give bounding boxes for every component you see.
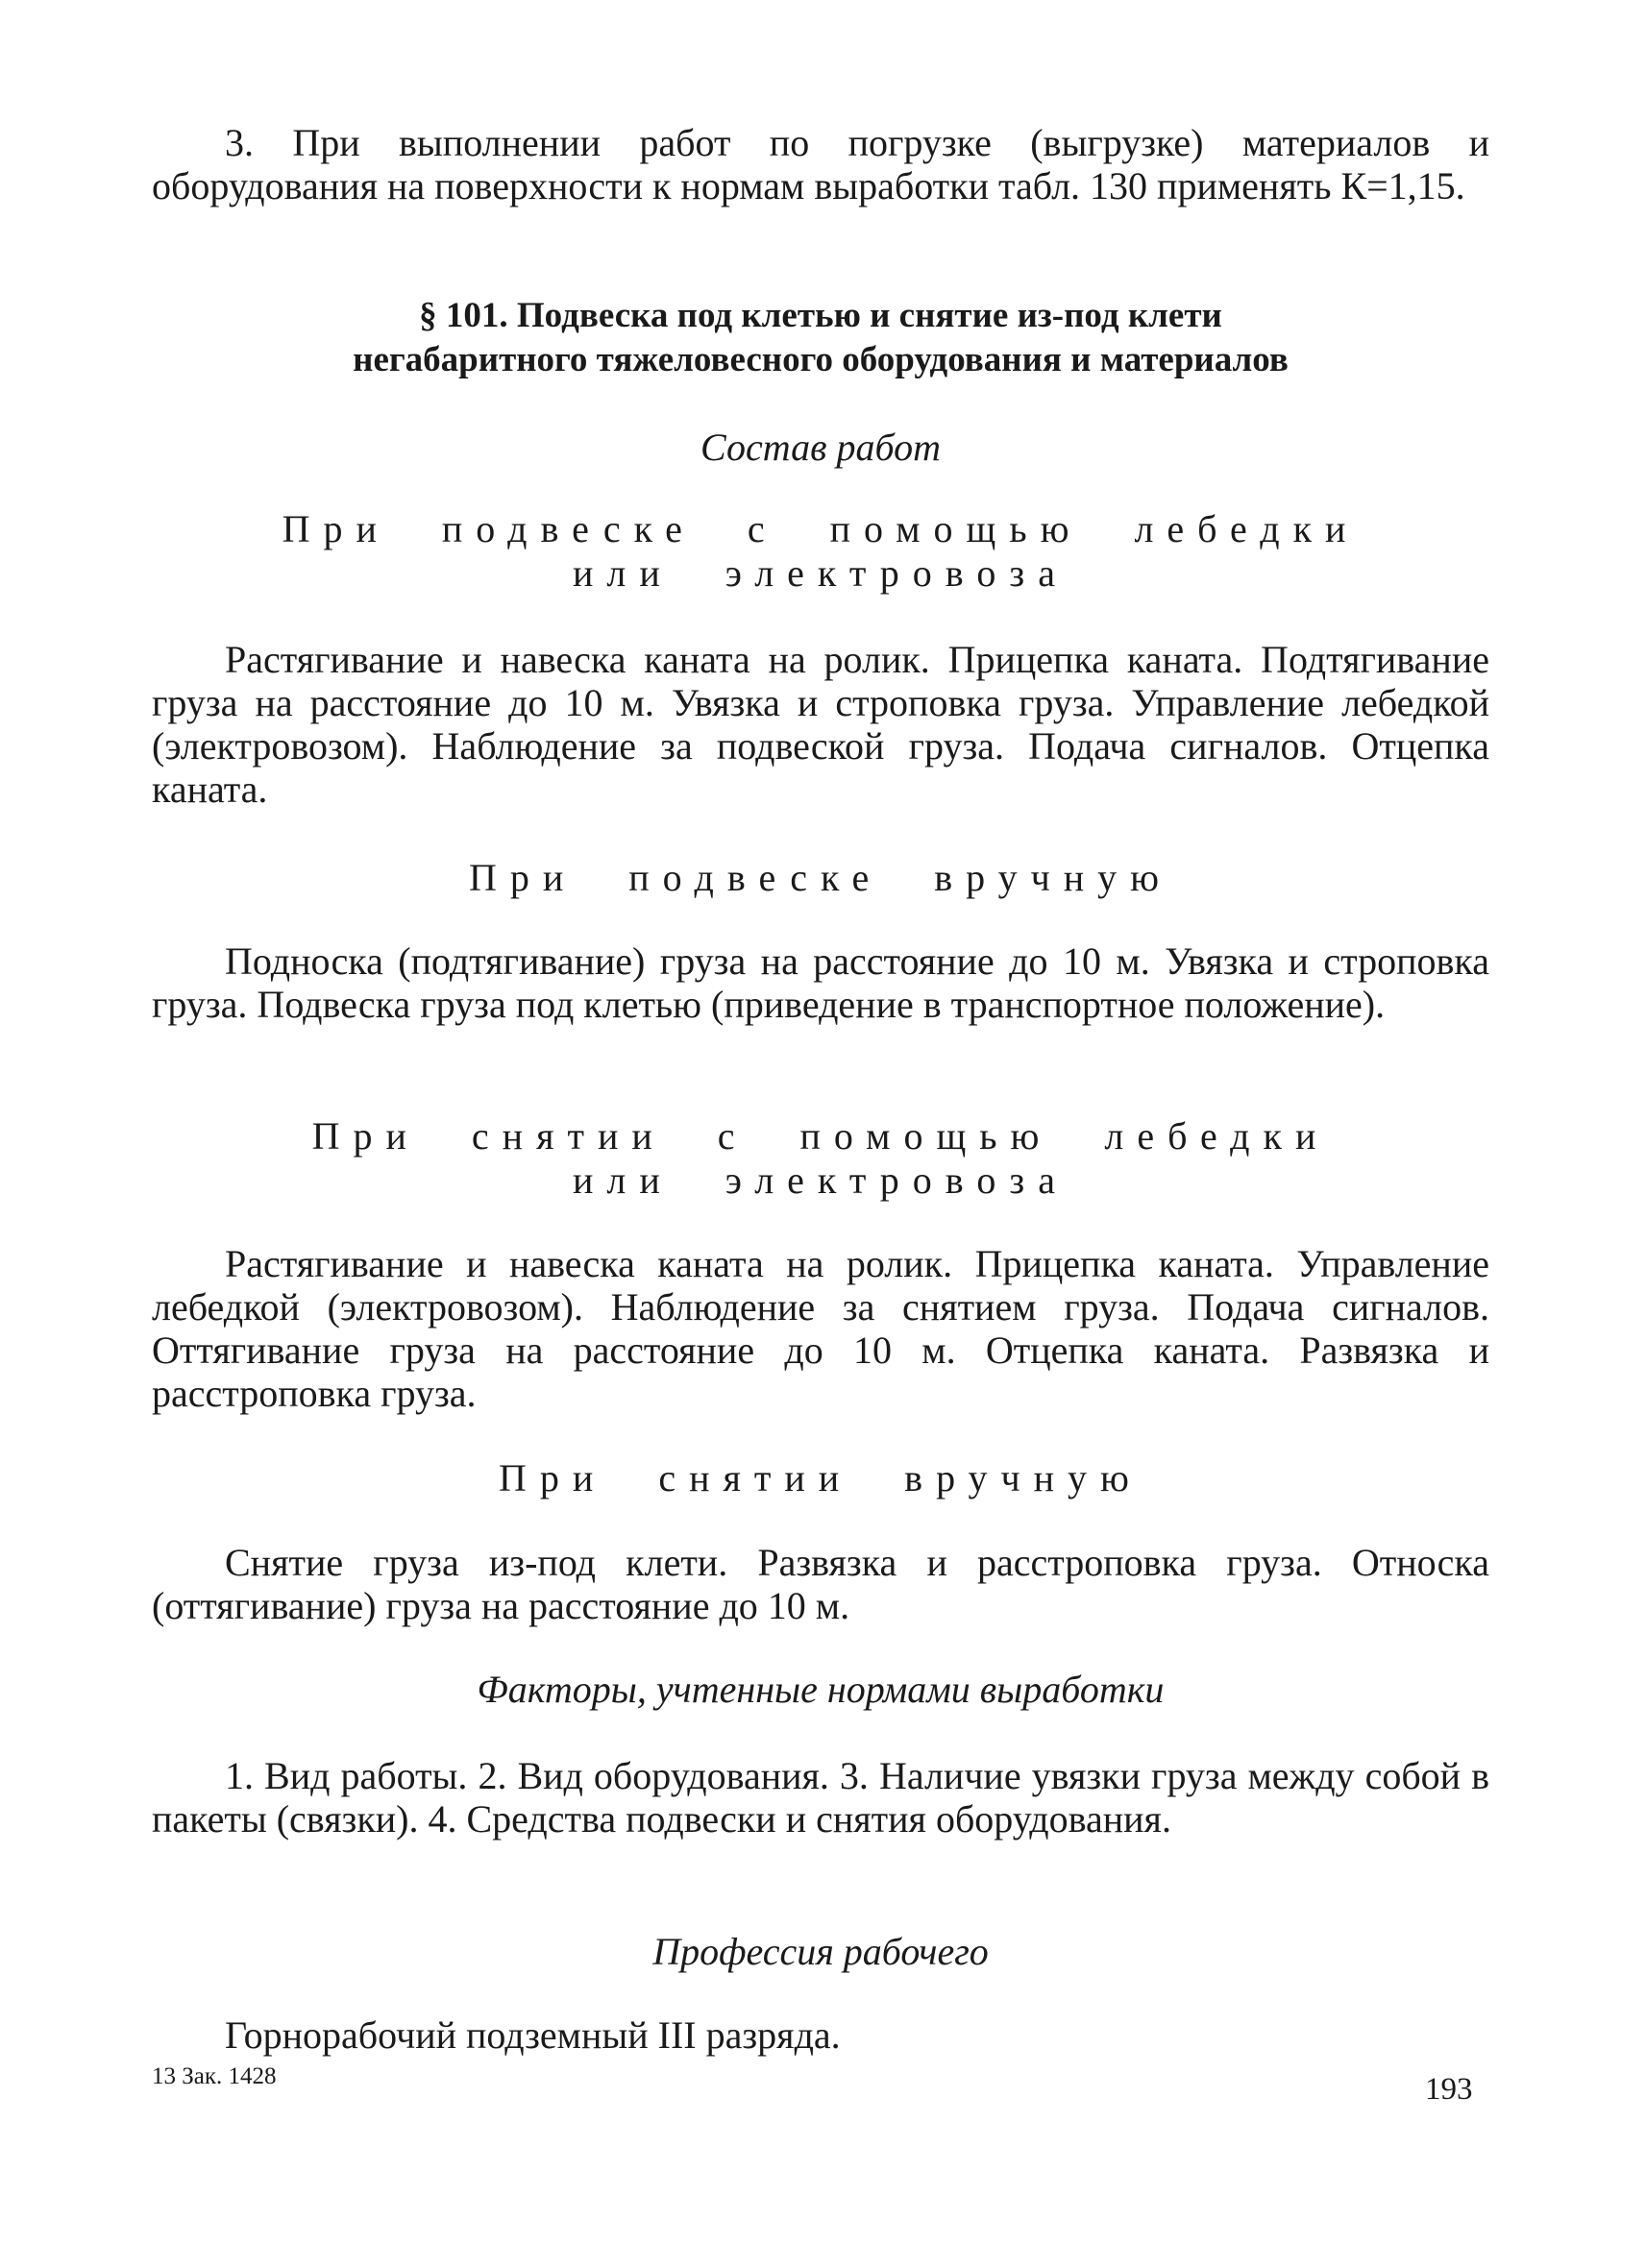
sostav-heading-text: Состав работ bbox=[700, 426, 941, 469]
sub3-heading bbox=[152, 1114, 1489, 1203]
sub4-heading bbox=[152, 1456, 1489, 1500]
profession-heading-text: Профессия рабочего bbox=[652, 1930, 989, 1973]
sub3-heading-line1: При снятии с помощью лебедки bbox=[311, 1114, 1330, 1158]
sub4-body bbox=[152, 1541, 1489, 1627]
factors-text: 1. Вид работы. 2. Вид оборудования. 3. Наличие увязки груза между собой в пакеты (связки). 4. Средства подвески и снятия оборудования. bbox=[152, 1754, 1489, 1841]
sub1-heading-line2: или электровоза bbox=[573, 551, 1069, 595]
sub1-body bbox=[152, 638, 1489, 811]
section-title-line2: негабаритного тяжеловесного оборудования и материалов bbox=[353, 340, 1289, 379]
sub4-heading-line1: При снятии вручную bbox=[499, 1456, 1142, 1500]
factors-body bbox=[152, 1754, 1489, 1841]
footer-order-number: 13 Зак. 1428 bbox=[152, 2063, 277, 2089]
profession-text: Горнорабочий подземный III разряда. bbox=[225, 2013, 841, 2057]
sub1-heading-line1: При подвеске с помощью лебедки bbox=[282, 507, 1360, 550]
profession-body bbox=[152, 2013, 1489, 2057]
sub1-heading bbox=[152, 507, 1489, 596]
sub2-heading bbox=[152, 856, 1489, 900]
note-3-text: 3. При выполнении работ по погрузке (выгрузке) материалов и оборудования на поверхности к нормам выработки табл. 130 применять К=1,15. bbox=[152, 121, 1489, 207]
section-title bbox=[152, 294, 1489, 382]
sostav-heading bbox=[152, 426, 1489, 470]
sub3-body bbox=[152, 1242, 1489, 1415]
sub2-heading-line1: При подвеске вручную bbox=[468, 856, 1172, 899]
note-3 bbox=[152, 121, 1489, 207]
profession-heading bbox=[152, 1930, 1489, 1974]
page-number: 193 bbox=[1425, 2072, 1473, 2107]
section-title-line1: § 101. Подвеска под клетью и снятие из-под клети bbox=[419, 296, 1222, 335]
factors-heading bbox=[152, 1668, 1489, 1712]
sub3-text: Растягивание и навеска каната на ролик. Прицепка каната. Управление лебедкой (электровозом). Наблюдение за снятием груза. Подача сигналов. Оттягивание груза на расстояние до 10 м. Отцепка каната. Развязка и расстроповка груза. bbox=[152, 1242, 1489, 1415]
factors-heading-text: Факторы, учтенные нормами выработки bbox=[477, 1668, 1165, 1711]
sub2-text: Подноска (подтягивание) груза на расстояние до 10 м. Увязка и строповка груза. Подвеска груза под клетью (приведение в транспортное положение). bbox=[152, 939, 1489, 1026]
sub4-text: Снятие груза из-под клети. Развязка и расстроповка груза. Относка (оттягивание) груза на расстояние до 10 м. bbox=[152, 1541, 1489, 1627]
sub3-heading-line2: или электровоза bbox=[573, 1158, 1069, 1202]
sub1-text: Растягивание и навеска каната на ролик. Прицепка каната. Подтягивание груза на расстояние до 10 м. Увязка и строповка груза. Управление лебедкой (электровозом). Наблюдение за подвеской груза. Подача сигналов. Отцепка каната. bbox=[152, 638, 1489, 811]
sub2-body bbox=[152, 939, 1489, 1026]
